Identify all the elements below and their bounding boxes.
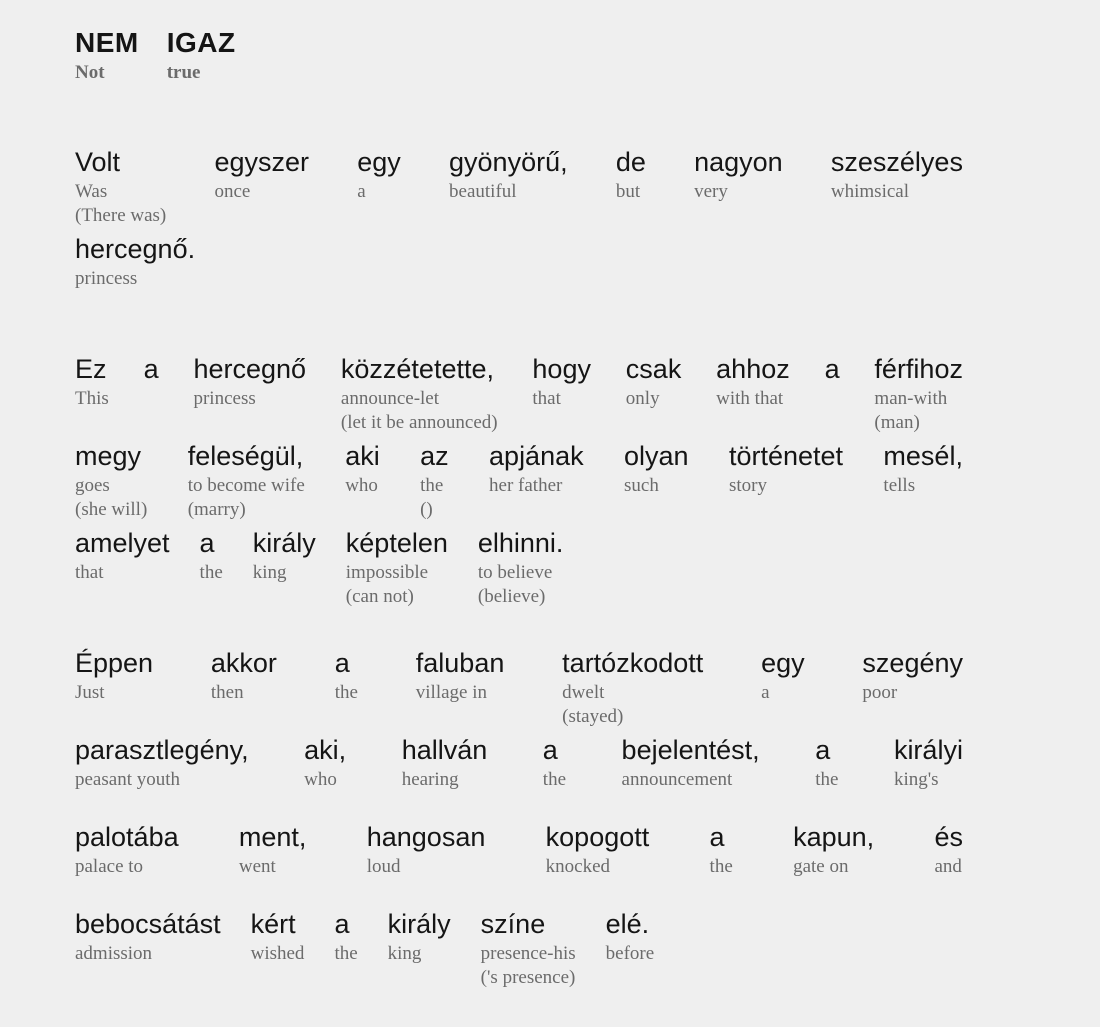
- source-word: aki: [345, 441, 380, 471]
- word-unit: [214, 144, 309, 204]
- word-unit: [357, 144, 401, 204]
- word-unit: [815, 732, 838, 792]
- word-unit: [251, 906, 305, 966]
- gloss-line: true: [166, 62, 201, 83]
- gloss-line: whimsical: [830, 181, 909, 202]
- source-word: feleségül,: [187, 441, 304, 471]
- gloss-line: the: [334, 682, 358, 703]
- source-word: bejelentést,: [621, 735, 760, 765]
- word-unit: [75, 231, 195, 291]
- gloss-line: then: [210, 682, 244, 703]
- gloss-line: a: [761, 682, 770, 703]
- word-unit: [716, 351, 790, 411]
- source-word: apjának: [489, 441, 584, 471]
- gloss-line: the: [420, 475, 444, 496]
- source-word: ahhoz: [716, 354, 790, 384]
- gloss-line: impossible: [345, 562, 429, 583]
- source-word: hercegnő: [193, 354, 307, 384]
- interlinear-text-body: [75, 144, 963, 993]
- source-word: hercegnő.: [75, 234, 196, 264]
- word-unit: [75, 351, 109, 411]
- gloss-line: loud: [366, 856, 401, 877]
- source-word: elhinni.: [477, 528, 564, 558]
- source-word: Éppen: [75, 648, 154, 678]
- gloss-line: king: [252, 562, 287, 583]
- word-unit: [626, 351, 682, 411]
- source-word: szeszélyes: [830, 147, 963, 177]
- word-unit: [862, 645, 963, 705]
- word-unit: [831, 144, 963, 204]
- paragraph: [75, 351, 963, 612]
- word-unit: [606, 906, 655, 966]
- word-unit: [562, 645, 703, 729]
- gloss-line: (let it be announced): [340, 412, 498, 433]
- gloss-line: before: [605, 943, 655, 964]
- source-word: szegény: [862, 648, 963, 678]
- word-unit: [345, 438, 380, 498]
- text-line: [75, 231, 963, 318]
- source-word: királyi: [893, 735, 963, 765]
- gloss-line: poor: [862, 682, 898, 703]
- source-word: a: [542, 735, 558, 765]
- gloss-line: her father: [489, 475, 563, 496]
- gloss-line: This: [75, 388, 109, 409]
- source-word: egy: [357, 147, 401, 177]
- source-word: a: [709, 822, 725, 852]
- gloss-line: (can not): [345, 586, 414, 607]
- word-unit: [624, 438, 689, 498]
- source-word: a: [815, 735, 831, 765]
- word-unit: [144, 351, 159, 387]
- gloss-line: with that: [716, 388, 784, 409]
- text-line: [75, 819, 963, 906]
- word-unit: [193, 351, 306, 411]
- gloss-line: very: [694, 181, 728, 202]
- word-unit: [335, 645, 358, 705]
- source-word: akkor: [210, 648, 277, 678]
- gloss-line: only: [625, 388, 660, 409]
- gloss-line: ('s presence): [480, 967, 576, 988]
- gloss-line: (she will): [75, 499, 148, 520]
- gloss-line: went: [238, 856, 276, 877]
- gloss-line: tells: [883, 475, 916, 496]
- word-unit: [761, 645, 805, 705]
- word-unit: [793, 819, 874, 879]
- gloss-line: a: [357, 181, 366, 202]
- gloss-line: once: [214, 181, 251, 202]
- gloss-line: hearing: [401, 769, 459, 790]
- word-unit: [75, 732, 249, 792]
- gloss-line: (marry): [187, 499, 246, 520]
- gloss-line: wished: [250, 943, 305, 964]
- gloss-line: Just: [75, 682, 105, 703]
- gloss-line: princess: [193, 388, 256, 409]
- word-unit: [616, 144, 646, 204]
- source-word: az: [420, 441, 449, 471]
- word-unit: [75, 525, 170, 585]
- gloss-line: goes: [75, 475, 110, 496]
- paragraph: [75, 645, 963, 993]
- word-unit: [75, 438, 147, 522]
- source-word: bebocsátást: [75, 909, 221, 939]
- source-word: Volt: [75, 147, 121, 177]
- gloss-line: admission: [75, 943, 153, 964]
- gloss-line: the: [199, 562, 223, 583]
- source-word: férfihoz: [874, 354, 963, 384]
- word-unit: [341, 351, 498, 435]
- source-word: csak: [625, 354, 682, 384]
- word-unit: [894, 732, 963, 792]
- word-unit: [543, 732, 566, 792]
- text-line: [75, 438, 963, 525]
- word-unit: [346, 525, 448, 609]
- source-word: gyönyörű,: [449, 147, 568, 177]
- gloss-line: palace to: [75, 856, 144, 877]
- source-word: a: [199, 528, 215, 558]
- word-unit: [825, 351, 840, 387]
- gloss-line: (stayed): [562, 706, 624, 727]
- source-word: egyszer: [214, 147, 310, 177]
- text-line: [75, 906, 963, 993]
- source-word: olyan: [624, 441, 689, 471]
- word-unit: [334, 906, 357, 966]
- source-word: de: [615, 147, 646, 177]
- source-word: Ez: [75, 354, 107, 384]
- source-word: ment,: [238, 822, 307, 852]
- gloss-line: village in: [415, 682, 487, 703]
- gloss-line: to believe: [477, 562, 553, 583]
- gloss-line: that: [532, 388, 561, 409]
- word-unit: [239, 819, 307, 879]
- gloss-line: man-with: [874, 388, 948, 409]
- word-unit: [75, 26, 139, 86]
- gloss-line: announce-let: [340, 388, 440, 409]
- word-unit: [934, 819, 963, 879]
- gloss-line: dwelt: [562, 682, 605, 703]
- gloss-line: king's: [893, 769, 939, 790]
- word-unit: [546, 819, 650, 879]
- source-word: hogy: [532, 354, 591, 384]
- gloss-line: the: [815, 769, 839, 790]
- gloss-line: gate on: [793, 856, 849, 877]
- word-unit: [694, 144, 783, 204]
- word-unit: [481, 906, 576, 990]
- gloss-line: (believe): [477, 586, 546, 607]
- gloss-line: king: [387, 943, 422, 964]
- gloss-line: the: [542, 769, 567, 790]
- source-word: nagyon: [694, 147, 783, 177]
- source-word: közzétetette,: [340, 354, 494, 384]
- word-unit: [75, 645, 153, 705]
- word-unit: [75, 144, 166, 228]
- word-unit: [388, 906, 451, 966]
- gloss-line: the: [709, 856, 733, 877]
- paragraph: [75, 144, 963, 318]
- gloss-line: (There was): [75, 205, 167, 226]
- source-word: mesél,: [883, 441, 963, 471]
- gloss-line: princess: [75, 268, 138, 289]
- source-word: parasztlegény,: [75, 735, 249, 765]
- source-word: történetet: [728, 441, 844, 471]
- word-unit: [710, 819, 733, 879]
- word-unit: [874, 351, 963, 435]
- gloss-line: who: [304, 769, 337, 790]
- source-word: faluban: [415, 648, 505, 678]
- source-word: IGAZ: [166, 27, 236, 58]
- gloss-line: (): [420, 499, 433, 520]
- word-unit: [478, 525, 564, 609]
- word-unit: [622, 732, 760, 792]
- word-unit: [489, 438, 584, 498]
- source-word: aki,: [304, 735, 347, 765]
- word-unit: [188, 438, 305, 522]
- gloss-line: Not: [75, 62, 105, 83]
- source-word: képtelen: [345, 528, 448, 558]
- word-unit: [729, 438, 843, 498]
- text-line: [75, 645, 963, 732]
- gloss-line: such: [624, 475, 659, 496]
- gloss-line: who: [345, 475, 378, 496]
- word-unit: [883, 438, 963, 498]
- source-word: tartózkodott: [562, 648, 704, 678]
- gloss-line: that: [75, 562, 104, 583]
- word-unit: [75, 906, 221, 966]
- gloss-line: to become wife: [187, 475, 305, 496]
- source-word: kopogott: [545, 822, 650, 852]
- source-word: és: [934, 822, 963, 852]
- word-unit: [532, 351, 591, 411]
- source-word: megy: [75, 441, 142, 471]
- story-title: [75, 26, 963, 86]
- source-word: kért: [250, 909, 296, 939]
- word-unit: [420, 438, 449, 522]
- gloss-line: peasant youth: [75, 769, 181, 790]
- source-word: amelyet: [75, 528, 170, 558]
- gloss-line: announcement: [621, 769, 733, 790]
- source-word: a: [334, 909, 350, 939]
- source-word: a: [334, 648, 350, 678]
- word-unit: [211, 645, 277, 705]
- word-unit: [416, 645, 505, 705]
- source-word: a: [824, 354, 840, 384]
- gloss-line: the: [334, 943, 358, 964]
- source-word: NEM: [75, 27, 139, 58]
- word-unit: [200, 525, 223, 585]
- word-unit: [167, 26, 236, 86]
- word-unit: [75, 819, 179, 879]
- text-line: [75, 144, 963, 231]
- gloss-line: knocked: [545, 856, 611, 877]
- source-word: elé.: [605, 909, 650, 939]
- gloss-line: (man): [874, 412, 920, 433]
- gloss-line: but: [615, 181, 641, 202]
- source-word: egy: [761, 648, 805, 678]
- gloss-line: Was: [75, 181, 108, 202]
- word-unit: [304, 732, 346, 792]
- source-word: hangosan: [366, 822, 486, 852]
- source-word: kapun,: [793, 822, 875, 852]
- text-line: [75, 351, 963, 438]
- source-word: hallván: [401, 735, 488, 765]
- word-unit: [449, 144, 568, 204]
- source-word: a: [143, 354, 159, 384]
- source-word: palotába: [75, 822, 179, 852]
- gloss-line: story: [728, 475, 767, 496]
- text-line: [75, 732, 963, 819]
- text-line: [75, 525, 963, 612]
- source-word: színe: [480, 909, 546, 939]
- word-unit: [253, 525, 316, 585]
- gloss-line: presence-his: [480, 943, 576, 964]
- source-word: király: [252, 528, 316, 558]
- source-word: király: [387, 909, 451, 939]
- gloss-line: beautiful: [449, 181, 517, 202]
- gloss-line: and: [934, 856, 962, 877]
- word-unit: [367, 819, 486, 879]
- word-unit: [402, 732, 488, 792]
